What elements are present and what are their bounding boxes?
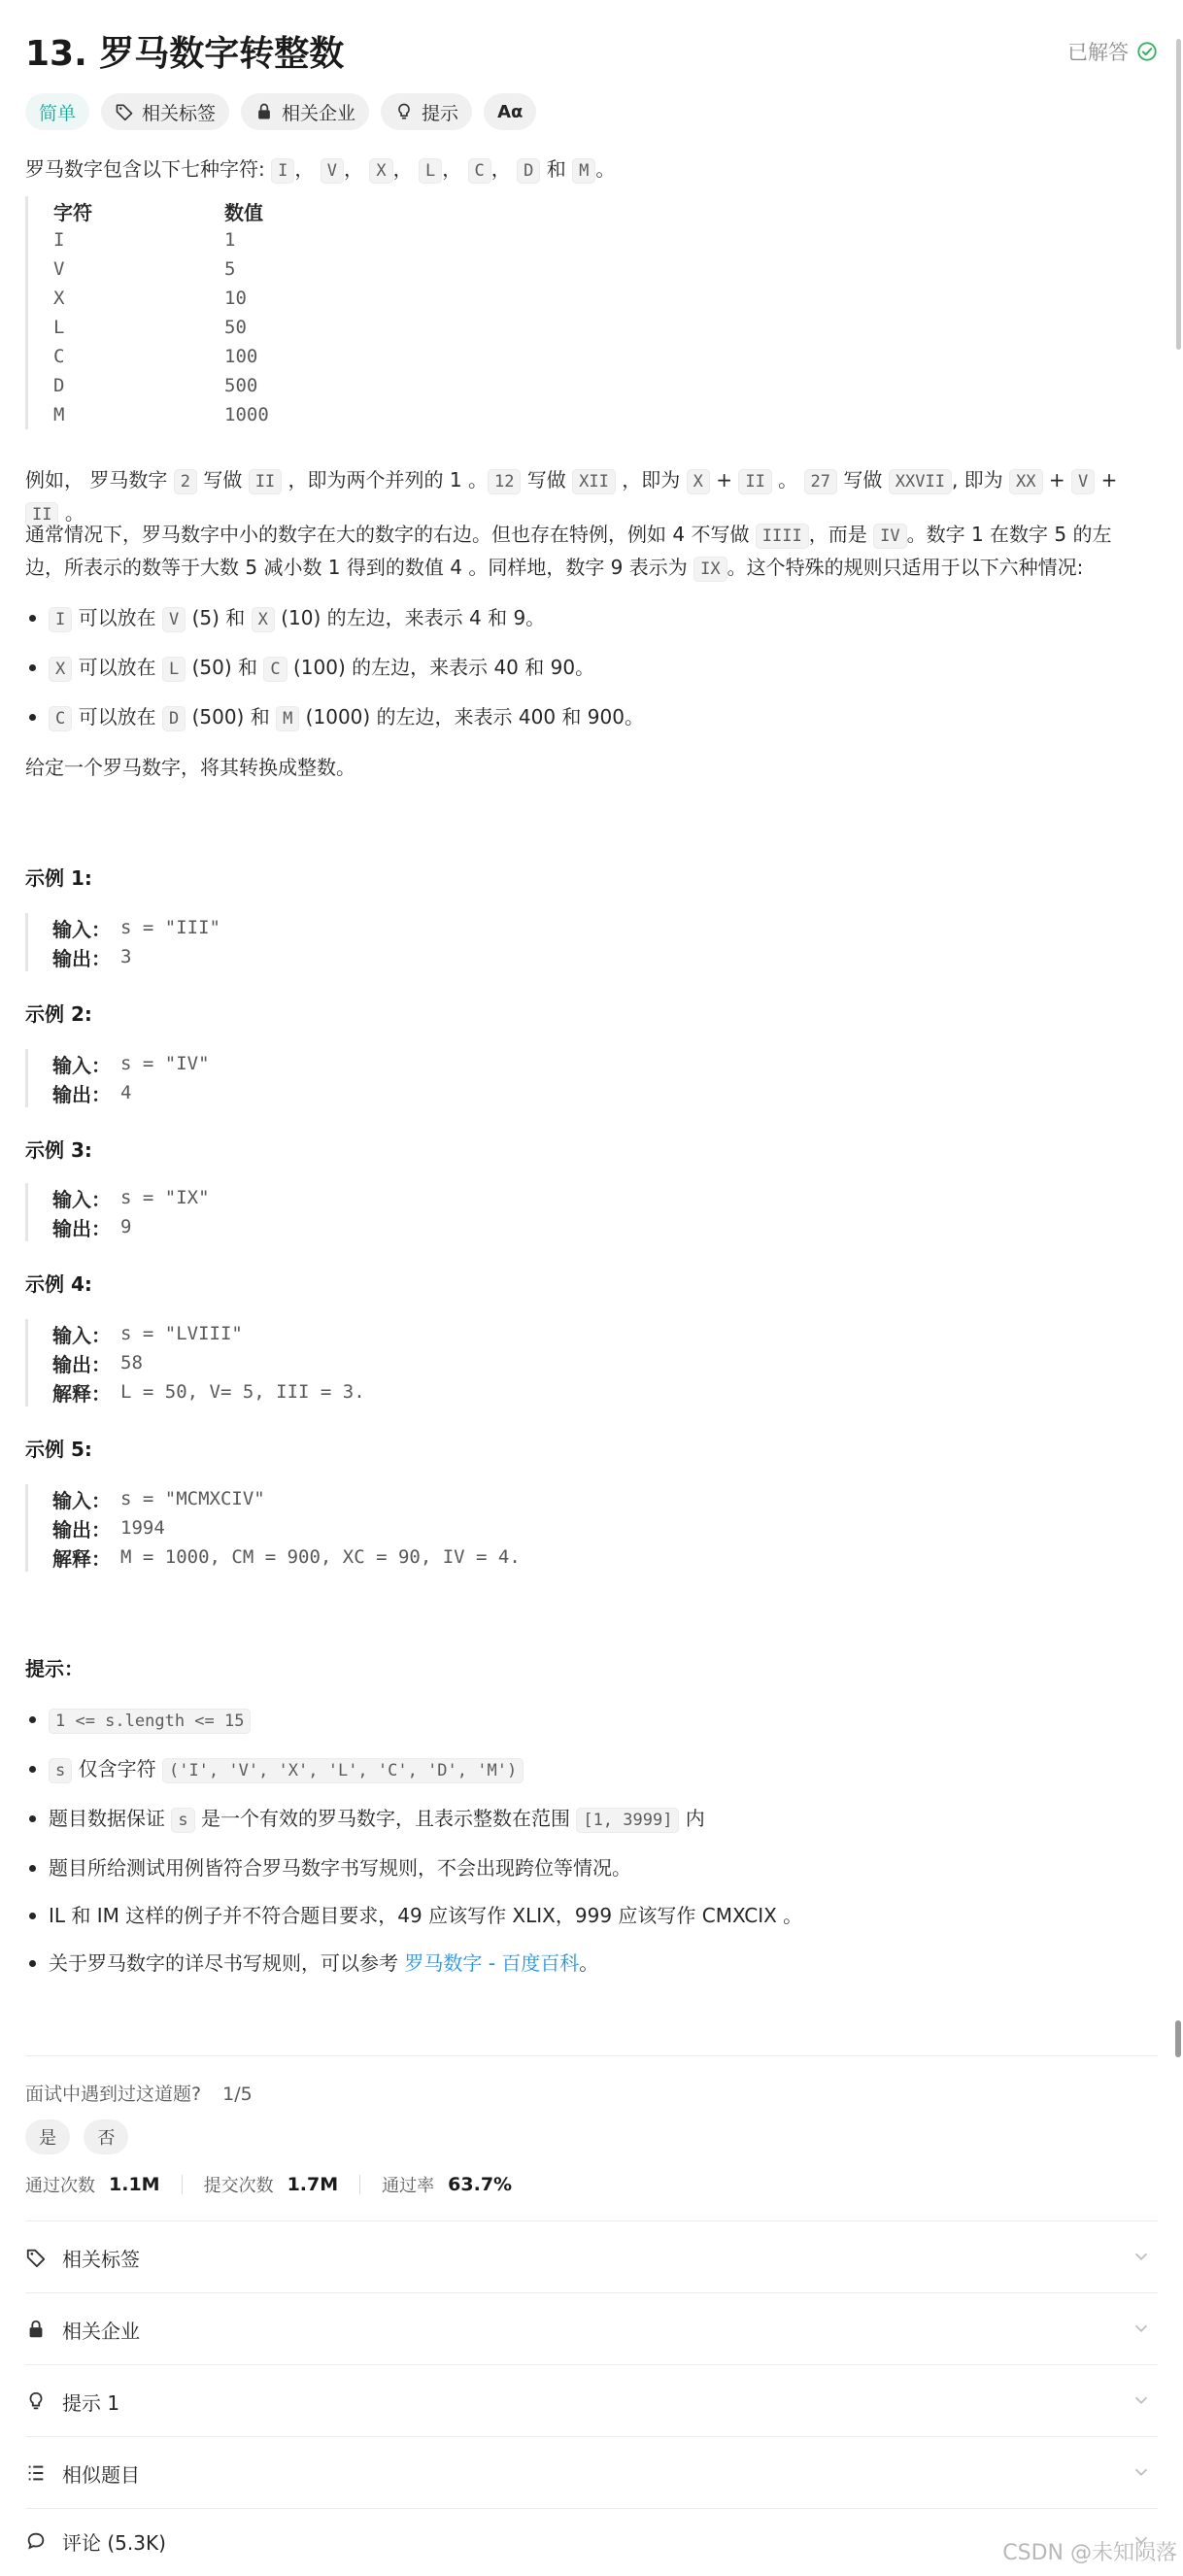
tag-icon: [115, 102, 134, 121]
example-output: [52, 1212, 210, 1241]
solved-label: 已解答: [1067, 41, 1129, 64]
constraints-title: 提示：: [25, 1657, 84, 1680]
table-row: [53, 313, 608, 342]
output-label: 输出：: [52, 1352, 111, 1376]
lightbulb-icon: [25, 2390, 47, 2412]
rate-label: 通过率: [382, 2176, 435, 2196]
input-label: 输入：: [52, 1053, 111, 1077]
example-explain: [52, 1377, 365, 1407]
example-block: [25, 1183, 210, 1241]
text: 仅含字符: [72, 1757, 162, 1780]
list-icon: [25, 2462, 47, 2484]
table-cell: D: [53, 375, 65, 396]
task-text: 给定一个罗马数字，将其转换成整数。: [25, 756, 355, 779]
inline-code: I: [271, 158, 294, 184]
text: (10) 的左边，来表示 4 和 9。: [274, 606, 546, 629]
accepted-label: 通过次数: [25, 2176, 95, 2196]
inline-code: II: [738, 469, 771, 494]
accordion-label: 相关企业: [62, 2319, 140, 2343]
inline-code: 12: [488, 469, 521, 494]
submission-stats: [25, 2172, 512, 2197]
inline-code: 27: [804, 469, 837, 494]
accordion-related-companies[interactable]: [25, 2294, 1158, 2364]
inline-code: C: [263, 657, 287, 682]
output-label: 输出：: [52, 1517, 111, 1542]
list-item: 题目所给测试用例皆符合罗马数字书写规则，不会出现跨位等情况。: [25, 1852, 1144, 1883]
inline-code: 1 <= s.length <= 15: [49, 1709, 251, 1734]
table-cell: 50: [224, 317, 247, 338]
accordion-hint[interactable]: [25, 2366, 1158, 2436]
text: 。: [579, 1951, 599, 1975]
text: 可以放在: [72, 705, 162, 729]
inline-code: V: [321, 158, 344, 184]
scrollbar-thumb[interactable]: [1176, 39, 1181, 350]
output-label: 输出：: [52, 1216, 111, 1240]
table-row: [53, 284, 608, 313]
input-label: 输入：: [52, 1187, 111, 1211]
list-item: [25, 602, 1144, 635]
translate-icon: Aα: [497, 101, 524, 122]
related-companies-button[interactable]: [241, 93, 369, 130]
example-title: 示例 4:: [25, 1272, 92, 1296]
inline-code: C: [49, 706, 72, 731]
scrollbar-thumb[interactable]: [1175, 2020, 1181, 2057]
text: 通常情况下，罗马数字中小的数字在大的数字的右边。但也存在特例，例如 4 不写做: [25, 523, 756, 546]
text: 例如， 罗马数字: [25, 468, 174, 491]
divider: [25, 2436, 1158, 2437]
constraints-list: [25, 1704, 1144, 1979]
text: 写做: [196, 468, 249, 491]
table-header: 字符: [53, 200, 92, 224]
input-label: 输入：: [52, 1323, 111, 1347]
example-output: [52, 1078, 210, 1107]
text: (100) 的左边，来表示 40 和 90。: [287, 656, 595, 679]
solved-status: [1067, 37, 1158, 66]
text: +: [709, 468, 739, 491]
inline-code: D: [162, 706, 186, 731]
inline-code: I: [49, 607, 72, 632]
list-item: [25, 701, 1144, 734]
list-item: [25, 1753, 1144, 1786]
inline-code: s: [49, 1758, 72, 1783]
text: , 即为: [951, 468, 1010, 491]
intro-text: 罗马数字包含以下七种字符:: [25, 157, 265, 181]
output-value: 3: [120, 946, 132, 967]
table-cell: 1000: [224, 404, 269, 425]
text: (5) 和: [186, 606, 252, 629]
input-value: s = "LVIII": [120, 1323, 243, 1344]
tag-bar: [25, 93, 536, 130]
inline-code: 2: [174, 469, 197, 494]
divider: [25, 2220, 1158, 2221]
yes-button[interactable]: 是: [25, 2119, 70, 2154]
output-value: 1994: [120, 1517, 165, 1539]
example-input: [52, 1319, 365, 1348]
related-tags-button[interactable]: [101, 93, 229, 130]
output-label: 输出：: [52, 946, 111, 970]
separator: [359, 2175, 360, 2194]
text: 可以放在: [72, 656, 162, 679]
title-row: [25, 25, 1158, 76]
text: 可以放在: [72, 606, 162, 629]
example-title: 示例 1:: [25, 866, 92, 890]
list-item: [25, 1803, 1144, 1836]
divider: [25, 2055, 1158, 2056]
input-value: s = "III": [120, 917, 220, 938]
text: 。: [771, 468, 804, 491]
hint-button[interactable]: [381, 93, 472, 130]
example-input: [52, 1049, 210, 1078]
inline-code: II: [25, 502, 58, 527]
explain-value: M = 1000, CM = 900, XC = 90, IV = 4.: [120, 1546, 521, 1568]
table-cell: V: [53, 258, 65, 280]
table-cell: 1: [224, 229, 236, 251]
inline-code: X: [252, 607, 275, 632]
inline-code: XII: [572, 469, 616, 494]
list-item: IL 和 IM 这样的例子并不符合题目要求，49 应该写作 XLIX，999 应该写作 CMXCIX 。: [25, 1900, 1144, 1931]
inline-code: IX: [693, 557, 727, 582]
explain-label: 解释：: [52, 1381, 111, 1406]
example-explain: [52, 1542, 521, 1572]
inline-code: ('I', 'V', 'X', 'L', 'C', 'D', 'M'): [162, 1758, 524, 1783]
symbol-table: [25, 196, 608, 429]
input-value: s = "IV": [120, 1053, 210, 1074]
explain-value: L = 50, V= 5, III = 3.: [120, 1381, 365, 1403]
inline-code: L: [162, 657, 186, 682]
accepted-count: 1.1M: [109, 2174, 160, 2195]
accordion-label: 相似题目: [62, 2462, 140, 2487]
example-input: [52, 913, 220, 942]
example-title: 示例 2:: [25, 1002, 92, 1026]
output-value: 4: [120, 1082, 132, 1103]
comment-icon: [25, 2530, 47, 2552]
accordion-label: 提示 1: [62, 2390, 120, 2415]
text: ，即为: [615, 468, 687, 491]
chevron-down-icon: [1131, 2246, 1152, 2267]
rules-list: [25, 602, 1144, 734]
table-cell: 500: [224, 375, 258, 396]
input-value: s = "MCMXCIV": [120, 1488, 265, 1509]
rule-paragraph: [25, 519, 1144, 585]
example-title: 示例 5:: [25, 1438, 92, 1461]
inline-code: C: [468, 158, 491, 184]
inline-code: M: [572, 158, 595, 184]
separator: [182, 2175, 183, 2194]
text: (50) 和: [186, 656, 264, 679]
chevron-down-icon: [1131, 2318, 1152, 2339]
table-cell: M: [53, 404, 65, 425]
text: 关于罗马数字的详尽书写规则，可以参考: [49, 1951, 405, 1975]
divider: [25, 2292, 1158, 2293]
check-circle-icon: [1136, 41, 1158, 62]
example-block: [25, 913, 220, 971]
chevron-down-icon: [1131, 2390, 1152, 2411]
table-header-row: [53, 196, 608, 225]
interview-count: 1/5: [222, 2084, 253, 2105]
inline-code: D: [517, 158, 540, 184]
table-cell: L: [53, 317, 65, 338]
example-block: [25, 1049, 210, 1107]
text: 写做: [521, 468, 573, 491]
translate-button[interactable]: [484, 93, 536, 130]
lock-icon: [254, 102, 274, 121]
hint-label: 提示: [422, 102, 459, 124]
text: +: [1095, 468, 1118, 491]
table-cell: 10: [224, 288, 247, 309]
inline-code: IV: [873, 524, 906, 549]
table-row: [53, 400, 608, 429]
text: (500) 和: [186, 705, 277, 729]
list-item: [25, 652, 1144, 685]
inline-code: s: [171, 1808, 194, 1833]
text: (1000) 的左边，来表示 400 和 900。: [299, 705, 644, 729]
text: 是一个有效的罗马数字，且表示整数在范围: [194, 1807, 577, 1830]
intro-text: 。: [595, 157, 616, 181]
tag-icon: [25, 2247, 47, 2268]
table-row: [53, 254, 608, 284]
text: 。这个特殊的规则只适用于以下六种情况:: [727, 556, 1084, 579]
chevron-down-icon: [1131, 2461, 1152, 2483]
table-cell: 100: [224, 346, 258, 367]
inline-code: II: [249, 469, 282, 494]
explain-label: 解释：: [52, 1546, 111, 1571]
inline-code: M: [276, 706, 299, 731]
inline-code: X: [369, 158, 392, 184]
text: +: [1042, 468, 1071, 491]
input-label: 输入：: [52, 917, 111, 941]
text: 内: [679, 1807, 705, 1830]
intro-text: 和: [546, 157, 566, 181]
example-output: [52, 942, 220, 971]
output-value: 58: [120, 1352, 143, 1373]
table-row: [53, 225, 608, 254]
inline-code: [1, 3999]: [576, 1808, 679, 1833]
accordion-label: 相关标签: [62, 2247, 140, 2271]
inline-code: V: [162, 607, 186, 632]
related-companies-label: 相关企业: [282, 102, 356, 124]
table-header: 数值: [224, 200, 263, 224]
interview-choices: [25, 2119, 136, 2154]
inline-code: XX: [1009, 469, 1042, 494]
table-cell: C: [53, 346, 65, 367]
input-value: s = "IX": [120, 1187, 210, 1208]
text: 写做: [837, 468, 889, 491]
submissions-label: 提交次数: [203, 2176, 274, 2196]
table-cell: I: [53, 229, 65, 251]
inline-code: X: [687, 469, 710, 494]
output-label: 输出：: [52, 1082, 111, 1106]
interview-label: 面试中遇到过这道题?: [25, 2084, 202, 2105]
inline-code: IIII: [756, 524, 809, 549]
scrollbar[interactable]: [1173, 0, 1183, 2576]
intro-paragraph: 罗马数字包含以下七种字符: I ， V ， X ， L ， C ， D 和 M 。: [25, 153, 1144, 186]
table-cell: 5: [224, 258, 236, 280]
input-label: 输入：: [52, 1488, 111, 1512]
text: ，即为两个并列的 1 。: [282, 468, 488, 491]
related-tags-label: 相关标签: [142, 102, 217, 124]
divider: [25, 2364, 1158, 2365]
table-row: [53, 371, 608, 400]
inline-code: XXVII: [889, 469, 952, 494]
inline-code: X: [49, 657, 72, 682]
submissions-count: 1.7M: [287, 2174, 339, 2195]
accordion-similar-questions[interactable]: [25, 2438, 1158, 2508]
baike-link[interactable]: 罗马数字 - 百度百科: [404, 1951, 580, 1975]
output-value: 9: [120, 1216, 132, 1237]
acceptance-rate: 63.7%: [448, 2174, 513, 2195]
inline-code: L: [419, 158, 442, 184]
table-cell: X: [53, 288, 65, 309]
example-input: [52, 1484, 521, 1513]
text: ，而是: [808, 523, 874, 546]
lock-icon: [25, 2319, 47, 2340]
example-block: [25, 1484, 521, 1572]
difficulty-badge[interactable]: 简单: [25, 93, 89, 130]
text: 题目数据保证: [49, 1807, 172, 1830]
table-row: [53, 342, 608, 371]
interview-question: [25, 2080, 253, 2106]
list-item: [25, 1948, 1144, 1979]
no-button[interactable]: 否: [84, 2119, 128, 2154]
example-block: [25, 1319, 365, 1407]
text: 。数字 1 在数字 5 的左边，所表示的数等于大数 5 减小数 1 得到的数值 4 。同样地，数字 9 表示为: [25, 523, 1112, 579]
inline-code: V: [1071, 469, 1095, 494]
watermark: CSDN @未知陨落: [1002, 2541, 1177, 2565]
accordion-comments[interactable]: [25, 2506, 1158, 2576]
example-output: [52, 1348, 365, 1377]
lightbulb-icon: [394, 102, 414, 121]
example-output: [52, 1513, 521, 1542]
example-input: [52, 1183, 210, 1212]
text: 。: [58, 501, 84, 525]
accordion-related-tags[interactable]: [25, 2222, 1158, 2292]
accordion-label: 评论 (5.3K): [62, 2530, 166, 2555]
list-item: [25, 1704, 1144, 1737]
example-title: 示例 3:: [25, 1138, 92, 1162]
page-title: 13. 罗马数字转整数: [25, 33, 345, 74]
